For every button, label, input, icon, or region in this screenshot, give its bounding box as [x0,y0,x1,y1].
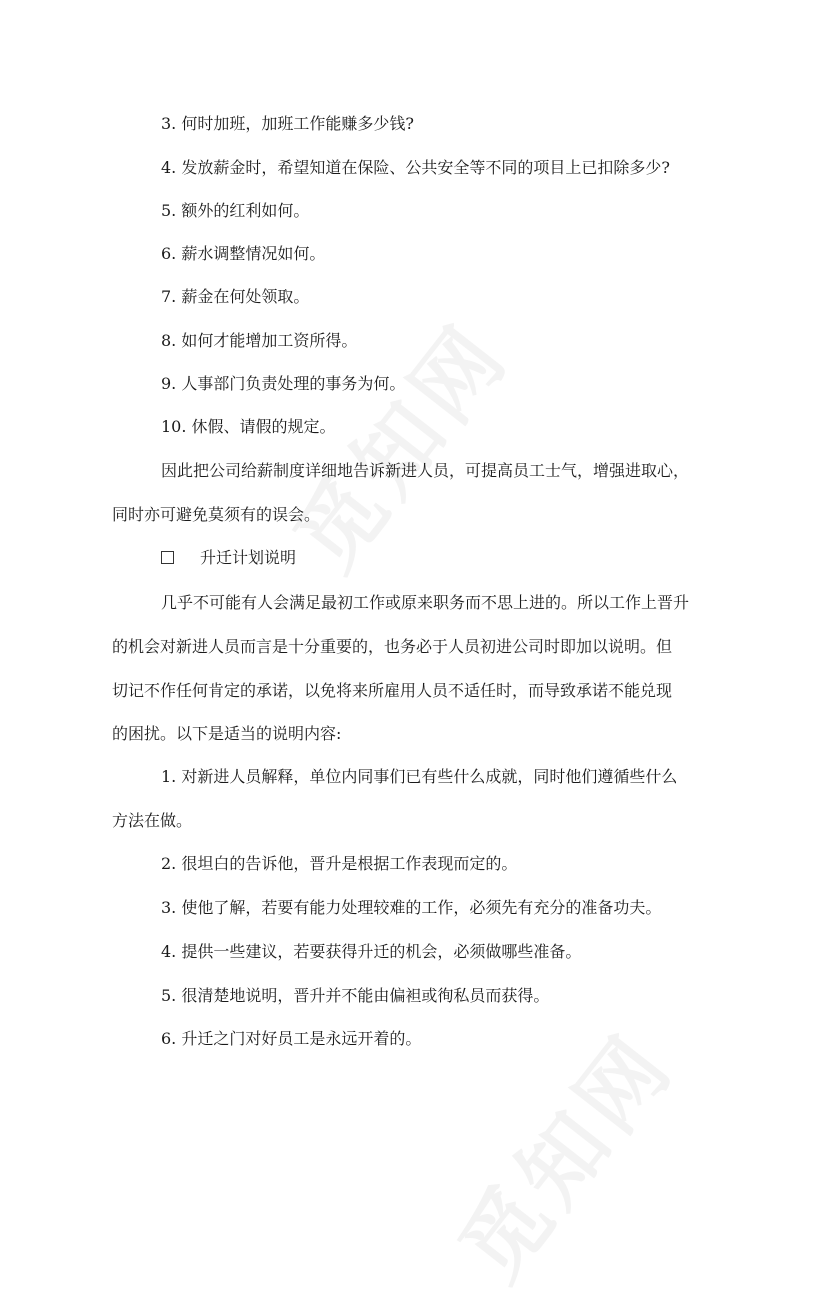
list-item: 9. 人事部门负责处理的事务为何。 [161,374,406,393]
paragraph-line: 的机会对新进人员而言是十分重要的，也务必于人员初进公司时即加以说明。但 [112,637,673,656]
list-item: 5. 额外的红利如何。 [161,201,310,220]
list-item: 6. 薪水调整情况如何。 [161,244,326,263]
list-item: 3. 使他了解，若要有能力处理较难的工作，必须先有充分的准备功夫。 [161,898,662,917]
list-item: 2. 很坦白的告诉他，晋升是根据工作表现而定的。 [161,854,518,873]
list-item: 方法在做。 [112,811,193,830]
checkbox-icon [161,551,174,564]
paragraph-line: 几乎不可能有人会满足最初工作或原来职务而不思上进的。所以工作上晋升 [161,593,690,612]
list-item: 7. 薪金在何处领取。 [161,287,310,306]
paragraph-line: 因此把公司给薪制度详细地告诉新进人员，可提高员工士气，增强进取心， [161,461,690,480]
section-heading [161,547,296,569]
list-item: 4. 提供一些建议，若要获得升迁的机会，必须做哪些准备。 [161,942,582,961]
list-item: 4. 发放薪金时，希望知道在保险、公共安全等不同的项目上已扣除多少? [161,158,670,177]
list-item: 5. 很清楚地说明，晋升并不能由偏袒或徇私员而获得。 [161,986,550,1005]
list-item: 10. 休假、请假的规定。 [161,417,336,436]
list-item: 8. 如何才能增加工资所得。 [161,331,358,350]
list-item: 1. 对新进人员解释，单位内同事们已有些什么成就，同时他们遵循些什么 [161,767,678,786]
section-heading-text: 升迁计划说明 [200,548,297,567]
paragraph-line: 同时亦可避免莫须有的误会。 [112,505,321,524]
watermark [425,1003,696,1301]
paragraph-line: 的困扰。以下是适当的说明内容: [112,724,342,743]
paragraph-line: 切记不作任何肯定的承诺，以免将来所雇用人员不适任时，而导致承诺不能兑现 [112,681,673,700]
list-item: 6. 升迁之门对好员工是永远开着的。 [161,1029,422,1048]
list-item: 3. 何时加班，加班工作能赚多少钱? [161,114,414,133]
